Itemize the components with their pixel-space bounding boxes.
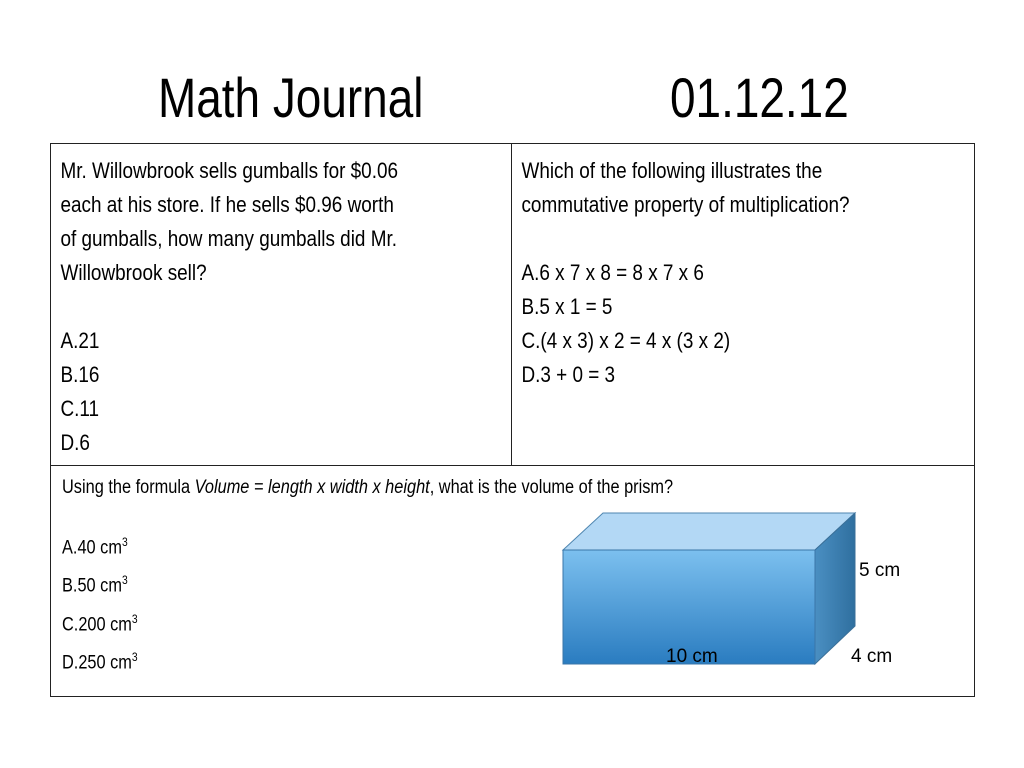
page-title: Math Journal <box>158 66 424 129</box>
q3-prefix: Using the formula <box>62 477 195 498</box>
question-cell-1 <box>51 144 512 466</box>
q3-formula: Volume = length x width x height <box>194 477 430 498</box>
q2-line: Which of the following illustrates the <box>521 158 823 183</box>
q1-line: of gumballs, how many gumballs did Mr. <box>60 226 397 251</box>
prism-diagram <box>51 466 975 697</box>
q1-line: Willowbrook sell? <box>60 260 207 285</box>
q3-option-c: C.200 $cm^3$ <box>62 611 138 635</box>
q2-option-d: D.3 + 0 = 3 <box>521 362 616 387</box>
q2-option-c: C.(4 x 3) x 2 = 4 x (3 x 2) <box>521 328 731 353</box>
prism-top-face <box>563 513 855 550</box>
q1-option-a: A.21 <box>60 328 100 353</box>
q1-line: each at his store. If he sells $0.96 worth <box>60 192 394 217</box>
q1-option-c: C.11 <box>60 396 100 421</box>
q3-option-d: D.250 $cm^3$ <box>62 649 138 674</box>
q3-suffix: , what is the volume of the prism? <box>429 477 674 498</box>
q3-option-a: A.40 $cm^3$ <box>62 535 128 559</box>
q2-option-b: B.5 x 1 = 5 <box>521 294 613 319</box>
q1-line: Mr. Willowbrook sells gumballs for $0.06 <box>60 158 398 183</box>
question-cell-3 <box>51 466 975 697</box>
q1-option-b: B.16 <box>60 362 100 387</box>
q1-option-d: D.6 <box>60 430 90 455</box>
question-cell-2 <box>512 144 975 466</box>
q2-option-a: A.6 x 7 x 8 = 8 x 7 x 6 <box>521 260 704 285</box>
q2-line: commutative property of multiplication? <box>521 192 850 217</box>
question-table <box>50 143 975 697</box>
prism-height-label: 5 cm <box>859 560 901 581</box>
title-row <box>0 62 1024 142</box>
prism-width-label: 4 cm <box>851 646 893 667</box>
q3-option-b: B.50 $cm^3$ <box>62 573 128 597</box>
page-date: 01.12.12 <box>670 66 849 129</box>
prism-length-label: 10 cm <box>666 646 718 667</box>
